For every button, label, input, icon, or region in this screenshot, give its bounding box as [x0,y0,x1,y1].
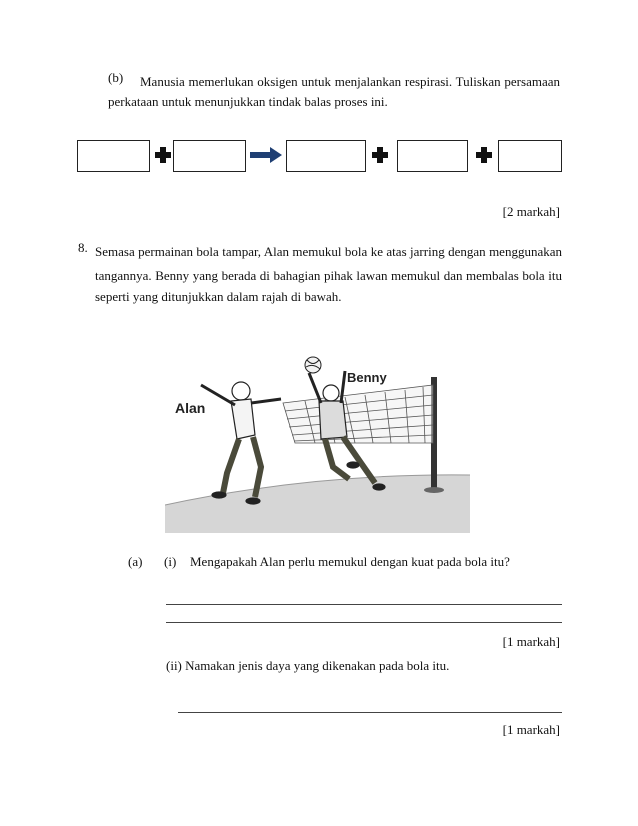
plus-icon [372,147,388,163]
part-a-sub-i-label: (i) [164,554,177,569]
net [283,385,433,443]
equation-box-1[interactable] [77,140,150,172]
part-a-label: (a) [128,554,143,569]
part-b-question-line1: Manusia memerlukan oksigen untuk menjalankan respirasi. Tuliskan persamaan [140,74,560,89]
part-a-question-ii: (ii) Namakan jenis daya yang dikenakan pada bola itu. [166,658,450,673]
answer-line[interactable] [166,604,562,605]
answer-line[interactable] [166,622,562,623]
player-alan [201,382,281,504]
question-8-line3: seperti yang ditunjukkan dalam rajah di bawah. [95,289,342,304]
equation-box-4[interactable] [397,140,468,172]
equation-box-2[interactable] [173,140,246,172]
volleyball [305,357,321,373]
part-a-question-i: Mengapakah Alan perlu memukul dengan kuat pada bola itu? [190,554,510,569]
question-8-number: 8. [78,240,88,255]
equation-box-5[interactable] [498,140,562,172]
part-b-label: (b) [108,70,124,85]
question-8-line1: Semasa permainan bola tampar, Alan memukul bola ke atas jarring dengan menggunakan [95,244,562,259]
question-8-line2: tangannya. Benny yang berada di bahagian pihak lawan memukul dan membalas bola itu [95,268,562,283]
volleyball-figure [165,355,470,533]
marks-a-i: [1 markah] [502,634,560,649]
part-b-question-line2: perkataan untuk menunjukkan tindak balas proses ini. [108,94,388,109]
marks-a-ii: [1 markah] [502,722,560,737]
label-benny: Benny [347,370,387,385]
marks-b: [2 markah] [502,204,560,219]
ground [165,475,470,533]
plus-icon [476,147,492,163]
label-alan: Alan [175,400,206,416]
equation-box-3[interactable] [286,140,366,172]
plus-icon [155,147,171,163]
arrow-right-icon [250,146,282,164]
answer-line[interactable] [178,712,562,713]
